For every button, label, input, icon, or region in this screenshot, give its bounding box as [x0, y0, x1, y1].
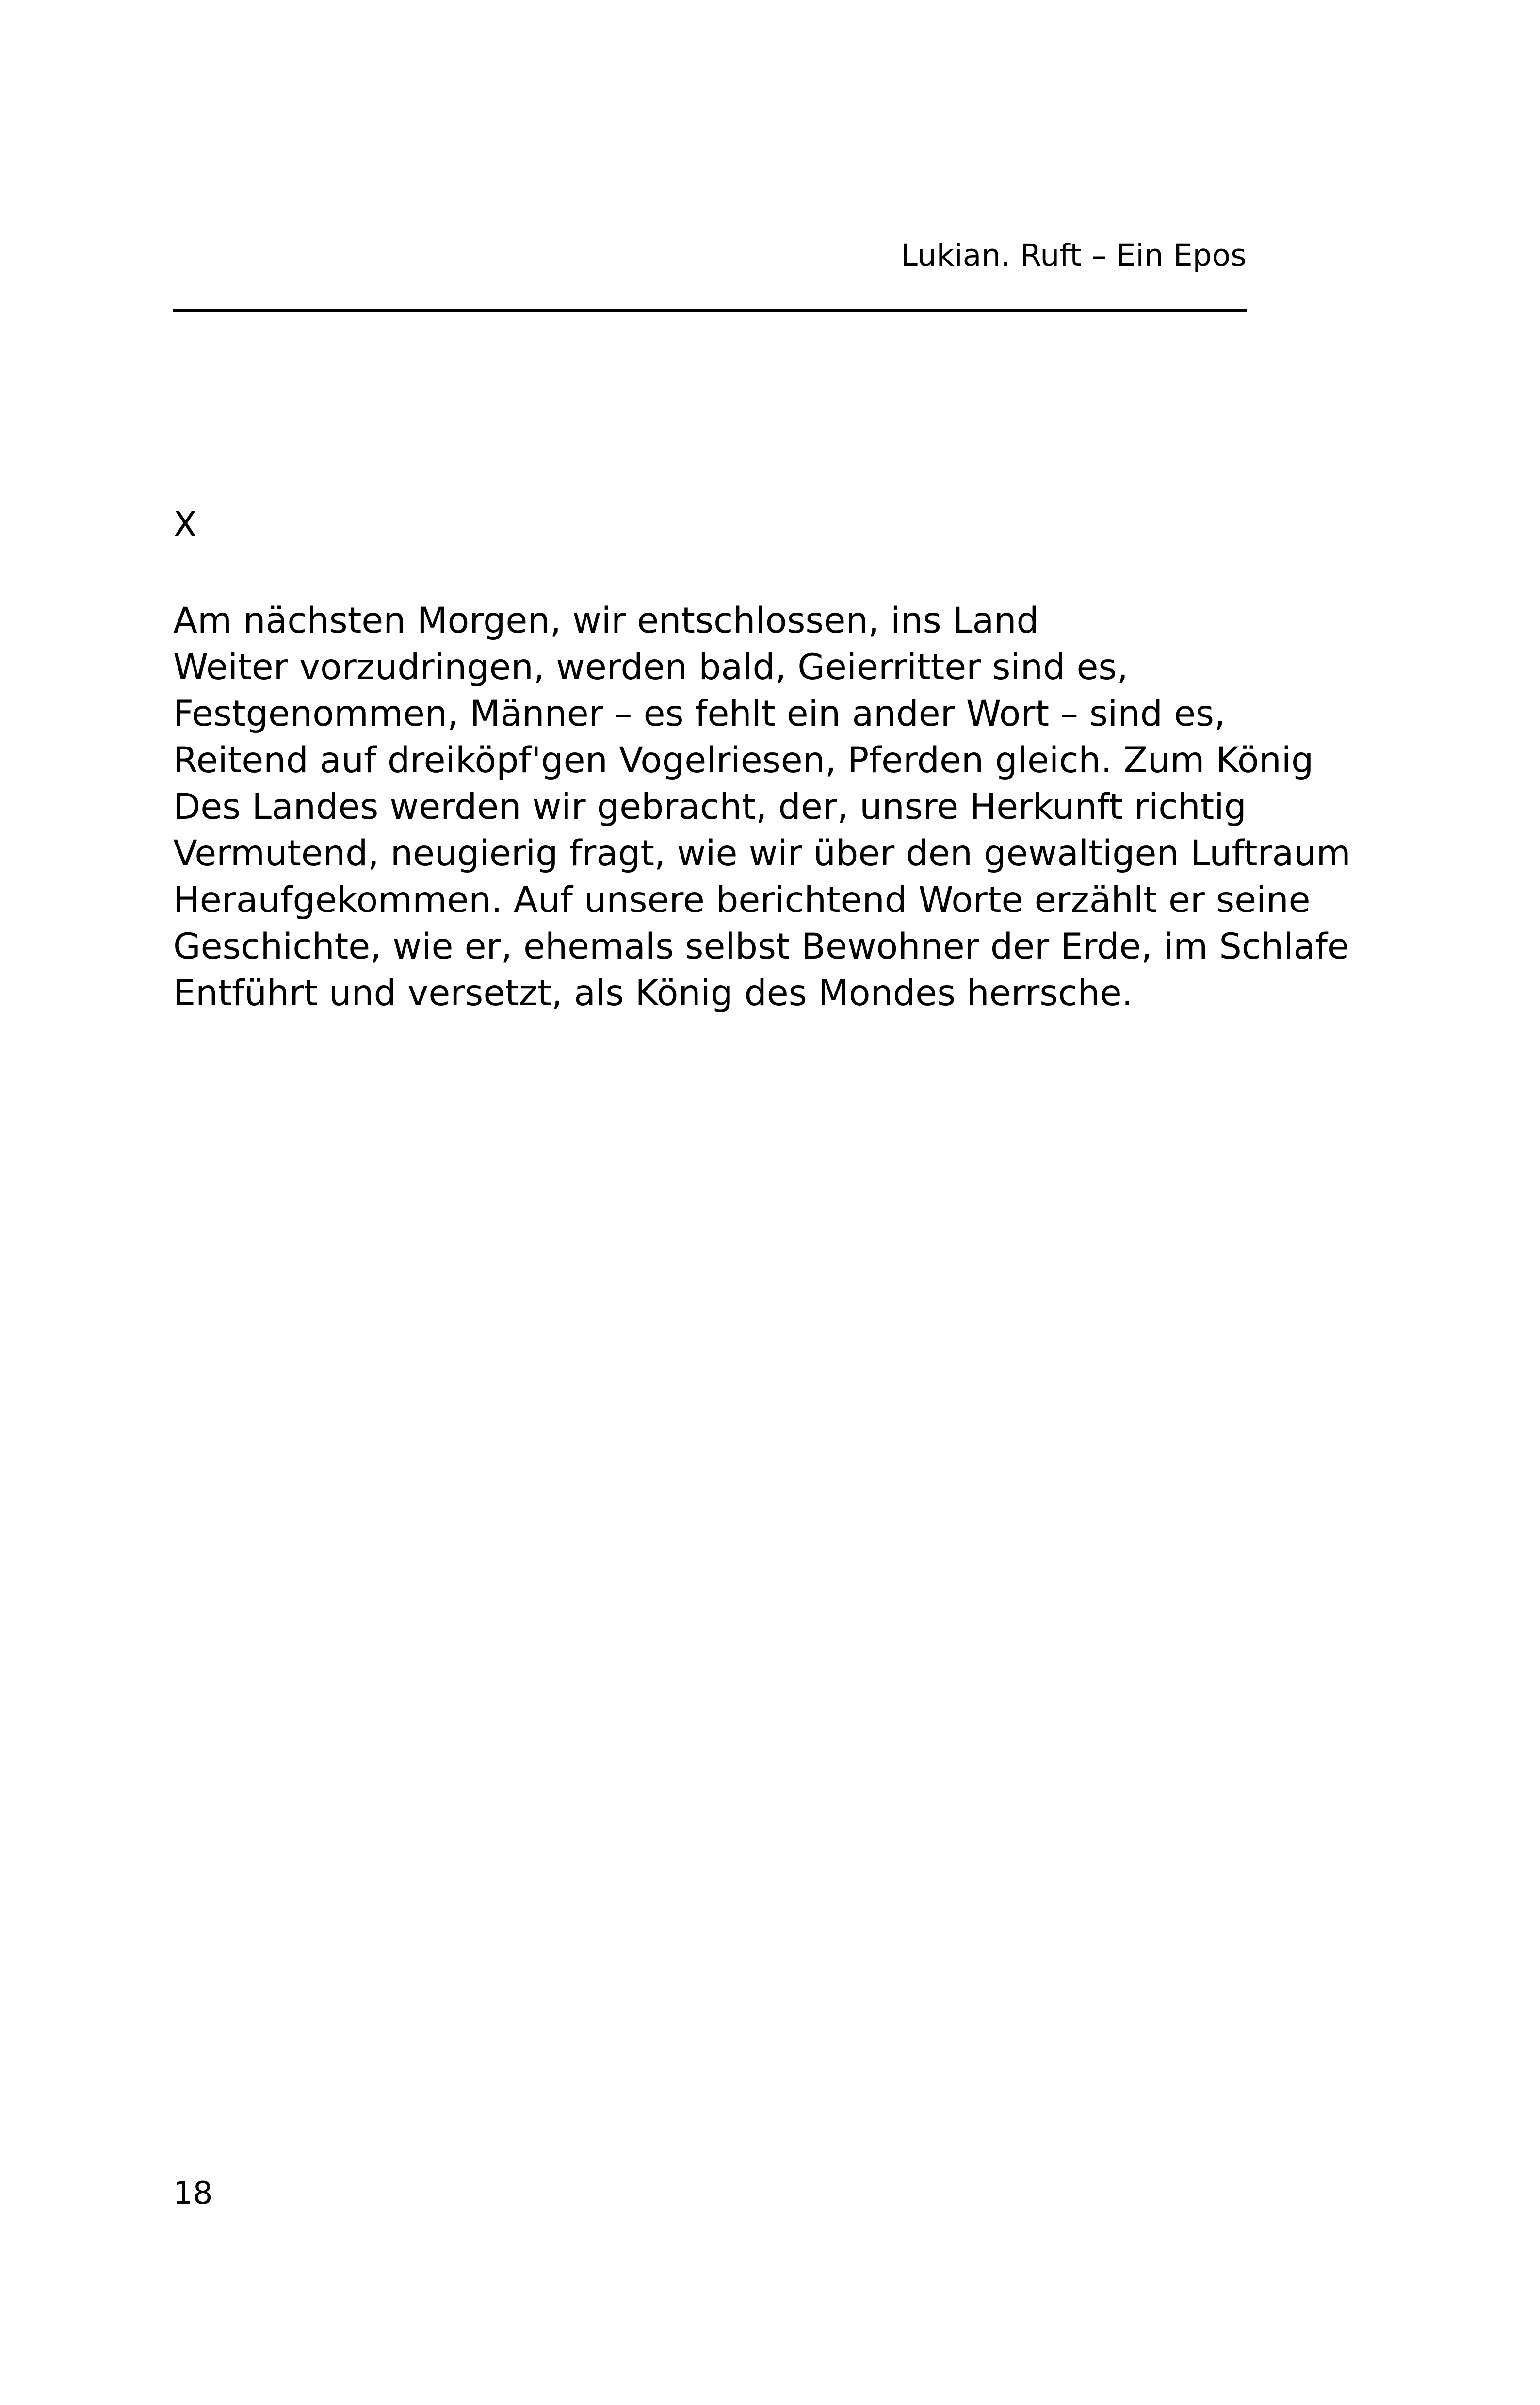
poem-line: Des Landes werden wir gebracht, der, unsre Herkunft richtig: [173, 786, 1247, 828]
running-header: Lukian. Ruft – Ein Epos: [900, 238, 1247, 273]
poem-line: Heraufgekommen. Auf unsere berichtend Worte erzählt er seine: [173, 879, 1311, 921]
poem-line: Entführt und versetzt, als König des Mondes herrsche.: [173, 973, 1133, 1014]
poem-line: Geschichte, wie er, ehemals selbst Bewohner der Erde, im Schlafe: [173, 926, 1349, 967]
page-number: 18: [173, 2176, 213, 2211]
section-numeral: X: [173, 504, 197, 545]
poem-line: Weiter vorzudringen, werden bald, Geierritter sind es,: [173, 647, 1128, 688]
header-divider: [173, 309, 1247, 312]
poem-line: Reitend auf dreiköpf'gen Vogelriesen, Pferden gleich. Zum König: [173, 740, 1314, 781]
poem-line: Vermutend, neugierig fragt, wie wir über den gewaltigen Luftraum: [173, 833, 1351, 874]
poem-line: Festgenommen, Männer – es fehlt ein ander Wort – sind es,: [173, 693, 1226, 734]
poem-text: [173, 598, 1386, 1017]
poem-line: Am nächsten Morgen, wir entschlossen, ins Land: [173, 600, 1039, 641]
